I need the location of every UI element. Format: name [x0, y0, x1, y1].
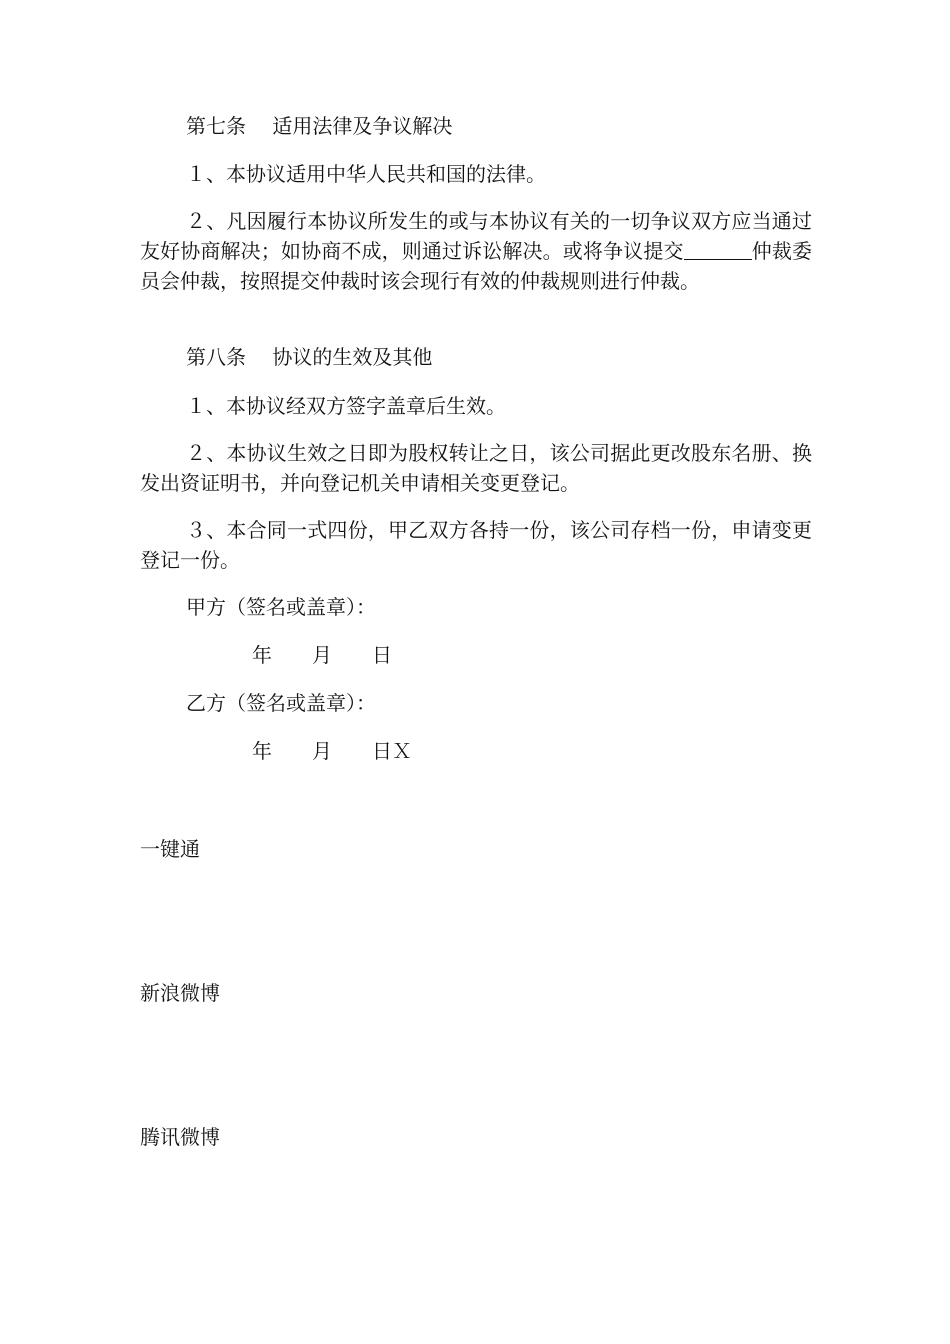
party-a-signature: 甲方（签名或盖章）：: [186, 595, 376, 619]
article-8-heading: 第八条 协议的生效及其他: [186, 345, 433, 369]
article-7-heading: 第七条 适用法律及争议解决: [186, 114, 453, 138]
sina-weibo-link[interactable]: 新浪微博: [140, 981, 220, 1005]
article-8-clause-3: ３、本合同一式四份，甲乙双方各持一份，该公司存档一份，申请变更登记一份。: [140, 518, 812, 572]
one-click-link[interactable]: 一键通: [140, 837, 200, 861]
arbitration-blank: [684, 239, 752, 260]
article-7-clause-2-text-a: ２、凡因履行本协议所发生的或与本协议有关的一切争议双方应当通过友好协商解决；如协商不成，则通过诉讼解决。或将争议提交: [140, 209, 812, 263]
article-8-clause-2: ２、本协议生效之日即为股权转让之日，该公司据此更改股东名册、换发出资证明书，并向登记机关申请相关变更登记。: [140, 441, 812, 495]
party-b-date: 年 月 日Ｘ: [252, 739, 412, 763]
article-7-clause-2: [140, 206, 812, 296]
article-7-clause-1: １、本协议适用中华人民共和国的法律。: [186, 162, 546, 186]
article-7-clause-2-text-b: 仲裁委员会仲裁，按照提交仲裁时该会现行有效的仲裁规则进行仲裁。: [140, 239, 813, 293]
article-8-clause-1: １、本协议经双方签字盖章后生效。: [186, 394, 506, 418]
party-a-date: 年 月 日: [252, 643, 392, 667]
party-b-signature: 乙方（签名或盖章）：: [186, 691, 376, 715]
tencent-weibo-link[interactable]: 腾讯微博: [140, 1125, 220, 1149]
